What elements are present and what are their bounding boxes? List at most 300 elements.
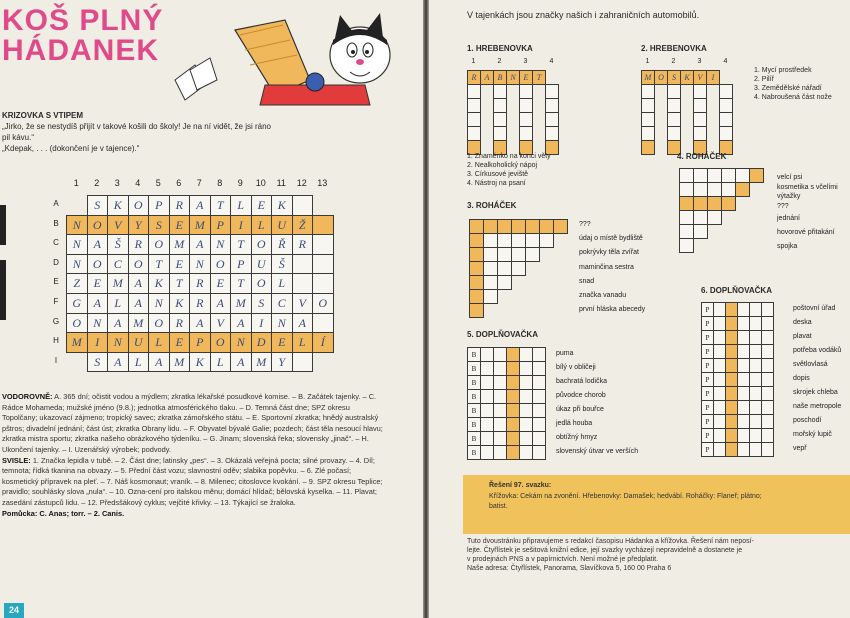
clue: maminčina sestra (579, 263, 634, 271)
clue: světlovlasá (793, 361, 828, 368)
grid-cell (667, 126, 681, 141)
grid-cell (493, 98, 507, 113)
grid-cell (519, 389, 533, 404)
grid-cell: E (519, 70, 533, 85)
down-heading: SVISLE: (2, 455, 31, 465)
grid-cell: B (467, 347, 481, 362)
grid-cell: N (189, 254, 211, 275)
grid-cell (721, 196, 736, 211)
grid-cell: C (271, 293, 293, 314)
grid-cell: V (292, 293, 314, 314)
grid-cell: U (251, 254, 273, 275)
across-heading: VODOROVNĚ: (2, 392, 53, 401)
grid-cell (519, 445, 533, 460)
across-clues: A. 365 dní; očistit vodou a mýdlem; zkratka lékařské posudkové komise. – B. Začátek tajenky. – C. Rádce Mohameda; mužské jméno (9.8.); jednotka atmosférického tlaku. – D. Temná část dne; SPZ okresu Topolčany; ukazovací zájmeno; tropický savec; zkratka zámořského státu. – E. Sportovní zkratka; hnědý australský pštros; divadelní jednání; část úst; zkratka Obrany lidu. – F. Obyvatel bývalé Galie; pozdech; část těla nesoucí hlavu; zkratka mistra sportu; zkratka našeho obrázkového týdeníku. – G. Jinam; slovenská řeka; slovensky „jinač“. – H. Ukončení tajenky. – I. Uzenářský výrobek; podvody. (2, 392, 383, 454)
column-number: 6 (176, 178, 182, 188)
page-edge-mark (0, 260, 6, 320)
grid-cell: B (467, 403, 481, 418)
grid-cell (467, 112, 481, 127)
grid-cell (749, 168, 764, 183)
grid-cell (667, 98, 681, 113)
grid-cell (493, 417, 507, 432)
grid-cell (532, 431, 546, 446)
grid-cell (506, 403, 520, 418)
row-letter: H (53, 336, 59, 346)
grid-cell (480, 375, 494, 390)
grid-cell: I (251, 313, 273, 334)
title-line-2: HÁDANEK (2, 34, 159, 67)
clue: 2. Nealkoholický nápoj (467, 162, 538, 169)
clue: údaj o místě bydliště (579, 235, 643, 243)
column-number: 7 (196, 178, 202, 188)
grid-cell (707, 210, 722, 225)
grid-cell: I (87, 332, 109, 353)
grid-cell: A (87, 293, 109, 314)
grid-cell (719, 98, 733, 113)
grid-cell: G (66, 293, 88, 314)
grid-cell: O (148, 234, 170, 255)
grid-cell (761, 316, 774, 331)
clue: výtažky (777, 193, 801, 200)
puzzle-2-heading: 2. HREBENOVKA (641, 44, 707, 53)
clue: pokrývky těla zvířat (579, 249, 639, 257)
clue: hovorové přitakání (777, 229, 835, 236)
grid-cell (506, 389, 520, 404)
grid-cell (519, 431, 533, 446)
grid-cell (480, 389, 494, 404)
grid-cell (469, 247, 484, 262)
grid-cell (480, 347, 494, 362)
clue: jednání (777, 215, 800, 222)
grid-cell: I (230, 215, 252, 236)
grid-cell: Í (312, 332, 334, 353)
grid-cell (511, 261, 526, 276)
grid-cell: K (169, 293, 191, 314)
grid-cell (667, 84, 681, 99)
clue: 2. Pilíř (754, 76, 774, 83)
grid-cell: Y (271, 352, 293, 373)
grid-cell (761, 302, 774, 317)
grid-cell: P (701, 386, 714, 401)
grid-cell (312, 234, 334, 255)
grid-cell (511, 247, 526, 262)
clue: dopis (793, 375, 810, 382)
grid-cell (532, 417, 546, 432)
grid-cell: A (230, 352, 252, 373)
clue: jedlá houba (556, 420, 593, 427)
intro-line: „Jirko, že se nestydíš přijít v takové košili do školy! Je na ní vidět, že jsi ráno (2, 122, 271, 131)
page-number: 24 (4, 603, 24, 618)
grid-cell: E (169, 332, 191, 353)
clue: spojka (777, 243, 798, 250)
grid-cell: A (128, 293, 150, 314)
grid-cell: N (148, 293, 170, 314)
grid-cell: P (701, 372, 714, 387)
grid-cell (312, 273, 334, 294)
clue: deska (793, 319, 812, 326)
clue: bachratá lodička (556, 378, 607, 385)
left-page (0, 0, 423, 618)
grid-cell (519, 361, 533, 376)
grid-cell: N (506, 70, 520, 85)
grid-cell: M (169, 234, 191, 255)
grid-cell (679, 210, 694, 225)
grid-cell: R (467, 70, 481, 85)
grid-cell: K (107, 195, 129, 216)
clue: vepř (793, 445, 807, 452)
grid-cell: M (230, 293, 252, 314)
grid-cell: A (107, 313, 129, 334)
grid-cell (735, 182, 750, 197)
grid-cell: A (292, 313, 314, 334)
clue: 4. Nástroj na psaní (467, 180, 526, 187)
grid-cell (707, 168, 722, 183)
grid-cell: M (128, 313, 150, 334)
grid-cell (693, 224, 708, 239)
grid-cell (483, 275, 498, 290)
grid-cell (493, 126, 507, 141)
row-letter: G (52, 316, 60, 326)
grid-cell (545, 112, 559, 127)
grid-cell: R (292, 234, 314, 255)
grid-cell: P (230, 254, 252, 275)
grid-cell (707, 196, 722, 211)
grid-cell (493, 445, 507, 460)
grid-cell (525, 219, 540, 234)
grid-cell: P (701, 344, 714, 359)
footer-line: Naše adresa: Čtyřlístek, Panorama, Slavíčkova 5, 160 00 Praha 6 (467, 565, 672, 572)
grid-cell (525, 233, 540, 248)
grid-cell (469, 303, 484, 318)
intro-line: pil kávu.“ (2, 133, 35, 142)
clue: bílý v obličeji (556, 364, 596, 371)
grid-cell (497, 275, 512, 290)
grid-cell (497, 247, 512, 262)
clue: 1. Mycí prostředek (754, 67, 812, 74)
grid-cell: O (87, 215, 109, 236)
grid-cell: Z (66, 273, 88, 294)
solution-line: batist. (489, 503, 508, 510)
grid-cell (761, 414, 774, 429)
grid-cell (519, 403, 533, 418)
grid-cell: P (701, 330, 714, 345)
footer-line: lejte. Čtyřlístek je sešitová knižní edice, její svazky vycházejí nepravidelně a dostanete je (467, 547, 743, 554)
column-number: 4 (723, 58, 728, 65)
page-edge-mark (0, 205, 6, 245)
grid-cell (693, 210, 708, 225)
grid-cell: E (169, 215, 191, 236)
grid-cell (719, 112, 733, 127)
grid-cell: A (107, 352, 129, 373)
grid-cell (679, 224, 694, 239)
clue: 1. Znaménko na konci věty (467, 153, 551, 160)
grid-cell: R (169, 195, 191, 216)
grid-cell: V (210, 313, 232, 334)
grid-cell (641, 98, 655, 113)
row-letter: I (54, 355, 58, 365)
clue: mořský lupič (793, 431, 832, 438)
grid-cell: S (667, 70, 681, 85)
row-letter: D (53, 257, 59, 267)
clues-block (2, 392, 383, 519)
grid-cell: D (251, 332, 273, 353)
grid-cell: Y (128, 215, 150, 236)
grid-cell: E (169, 254, 191, 275)
grid-cell (480, 403, 494, 418)
grid-cell (511, 233, 526, 248)
grid-cell: B (467, 445, 481, 460)
column-number: 4 (549, 58, 554, 65)
grid-cell (483, 233, 498, 248)
clue: potřeba vodáků (793, 347, 842, 354)
grid-cell: A (189, 195, 211, 216)
grid-cell: T (532, 70, 546, 85)
grid-cell: B (493, 70, 507, 85)
grid-cell (493, 431, 507, 446)
grid-cell: O (128, 195, 150, 216)
grid-cell: N (230, 332, 252, 353)
grid-cell: N (87, 313, 109, 334)
clue: obtížný hmyz (556, 434, 598, 441)
clue: naše metropole (793, 403, 842, 410)
section-heading: KRIZOVKA S VTIPEM (2, 111, 84, 120)
grid-cell (539, 233, 554, 248)
clue: značka vanadu (579, 292, 627, 299)
column-number: 3 (697, 58, 702, 65)
grid-cell: I (706, 70, 720, 85)
grid-cell (292, 195, 314, 216)
grid-cell (519, 347, 533, 362)
grid-cell (539, 219, 554, 234)
grid-cell: T (230, 273, 252, 294)
grid-cell (493, 403, 507, 418)
clue: 4. Nabroušená část nože (754, 94, 832, 101)
grid-cell (641, 140, 655, 155)
grid-cell (532, 375, 546, 390)
grid-cell (497, 219, 512, 234)
clue: puma (556, 350, 574, 357)
grid-cell: L (251, 215, 273, 236)
grid-cell (519, 112, 533, 127)
grid-cell (493, 112, 507, 127)
grid-cell (312, 313, 334, 334)
grid-cell (761, 400, 774, 415)
clue: velcí psi (777, 174, 803, 181)
clue: plavat (793, 333, 812, 340)
grid-cell (483, 219, 498, 234)
puzzle-1-clues (467, 152, 551, 188)
column-number: 10 (255, 178, 266, 188)
grid-cell (641, 112, 655, 127)
grid-cell: Š (271, 254, 293, 275)
column-number: 3 (114, 178, 120, 188)
grid-cell: N (271, 313, 293, 334)
grid-cell (493, 389, 507, 404)
clue: úkaz při bouřce (556, 406, 604, 413)
grid-cell: P (210, 215, 232, 236)
solution-box (463, 475, 850, 534)
grid-cell: K (148, 273, 170, 294)
grid-cell: O (312, 293, 334, 314)
grid-cell (719, 126, 733, 141)
grid-cell (506, 375, 520, 390)
grid-cell: M (169, 352, 191, 373)
grid-cell (469, 289, 484, 304)
grid-cell: A (128, 273, 150, 294)
grid-cell (761, 442, 774, 457)
grid-cell (292, 352, 314, 373)
grid-cell: P (701, 316, 714, 331)
grid-cell: K (271, 195, 293, 216)
puzzle-6-heading: 6. DOPLŇOVAČKA (701, 286, 772, 295)
clue: ??? (579, 221, 591, 228)
grid-cell: L (128, 352, 150, 373)
grid-cell (693, 84, 707, 99)
grid-cell (469, 261, 484, 276)
grid-cell (312, 215, 334, 236)
column-number: 1 (645, 58, 650, 65)
grid-cell: O (210, 254, 232, 275)
grid-cell (545, 84, 559, 99)
grid-cell (679, 182, 694, 197)
grid-cell (506, 431, 520, 446)
grid-cell: E (271, 332, 293, 353)
grid-cell (506, 445, 520, 460)
grid-cell (493, 361, 507, 376)
grid-cell (483, 247, 498, 262)
grid-cell: M (251, 352, 273, 373)
grid-cell: C (107, 254, 129, 275)
grid-cell: O (210, 332, 232, 353)
grid-cell: V (107, 215, 129, 236)
grid-cell (497, 261, 512, 276)
grid-cell: L (271, 273, 293, 294)
grid-cell (721, 182, 736, 197)
grid-cell (532, 445, 546, 460)
grid-cell: M (641, 70, 655, 85)
grid-cell: O (66, 313, 88, 334)
column-number: 1 (73, 178, 79, 188)
grid-cell: R (189, 273, 211, 294)
grid-cell (469, 219, 484, 234)
solution-line: Křížovka: Cekám na zvonění. Hřebenovky: Damašek; hedvábí. Roháčky: Flaneř; plátno; (489, 493, 762, 500)
grid-cell: N (107, 332, 129, 353)
grid-cell: U (271, 215, 293, 236)
grid-cell: V (693, 70, 707, 85)
column-number: 5 (155, 178, 161, 188)
grid-cell (693, 168, 708, 183)
grid-cell: S (87, 195, 109, 216)
clue: první hláska abecedy (579, 306, 646, 314)
grid-cell (693, 182, 708, 197)
column-number: 11 (276, 178, 286, 188)
grid-cell: P (701, 302, 714, 317)
footer-line: v prodejnách PNS a v papírnictvích. Není možné je předplatit. (467, 556, 659, 563)
grid-cell: S (148, 215, 170, 236)
grid-cell: B (467, 417, 481, 432)
clue: původce chorob (556, 392, 606, 399)
grid-cell: O (87, 254, 109, 275)
column-number: 4 (135, 178, 141, 188)
intro-text (2, 121, 397, 154)
grid-cell: Ž (292, 215, 314, 236)
grid-cell: O (654, 70, 668, 85)
grid-cell: P (701, 414, 714, 429)
grid-cell (493, 375, 507, 390)
row-letter: B (53, 218, 59, 228)
grid-cell (525, 247, 540, 262)
grid-cell (761, 330, 774, 345)
column-number: 9 (237, 178, 243, 188)
grid-cell: B (467, 361, 481, 376)
clue: kosmetika s včelími (777, 184, 838, 191)
puzzle-3-heading: 3. ROHÁČEK (467, 201, 517, 210)
grid-cell: L (107, 293, 129, 314)
clue: slovenský útvar ve verších (556, 448, 639, 455)
grid-cell (532, 403, 546, 418)
footer-line: Tuto dvoustránku připravujeme s redakcí časopisu Hádanka a křížovka. Řešení nám neposí- (467, 538, 754, 545)
puzzle-2-clues (754, 66, 832, 102)
grid-cell (467, 84, 481, 99)
grid-cell: Š (107, 234, 129, 255)
column-number: 3 (523, 58, 528, 65)
grid-cell (532, 361, 546, 376)
grid-cell (545, 98, 559, 113)
puzzle-1-heading: 1. HREBENOVKA (467, 44, 533, 53)
grid-cell (545, 126, 559, 141)
grid-cell (519, 126, 533, 141)
clue: snad (579, 277, 595, 285)
grid-cell (761, 358, 774, 373)
grid-cell: A (148, 352, 170, 373)
grid-cell (493, 84, 507, 99)
grid-cell: R (128, 234, 150, 255)
grid-cell: K (189, 352, 211, 373)
grid-cell (292, 273, 314, 294)
column-number: 2 (671, 58, 676, 65)
grid-cell: P (701, 400, 714, 415)
grid-cell: M (66, 332, 88, 353)
grid-cell: N (66, 234, 88, 255)
grid-cell: B (467, 389, 481, 404)
grid-cell: P (701, 428, 714, 443)
grid-cell (553, 219, 568, 234)
grid-cell (679, 168, 694, 183)
clue: poschodí (793, 417, 822, 424)
grid-cell: U (128, 332, 150, 353)
clue: poštovní úřad (793, 305, 836, 312)
grid-cell: N (210, 234, 232, 255)
grid-cell (292, 254, 314, 275)
clue: 3. Zemědělské nářadí (754, 85, 822, 92)
grid-cell: E (251, 195, 273, 216)
puzzle-4-heading: 4. ROHÁČEK (677, 152, 727, 161)
grid-cell (483, 289, 498, 304)
grid-cell: P (701, 442, 714, 457)
grid-cell: N (66, 215, 88, 236)
column-number: 2 (497, 58, 502, 65)
grid-cell: A (189, 234, 211, 255)
grid-cell (679, 196, 694, 211)
grid-cell: S (87, 352, 109, 373)
grid-cell: T (230, 234, 252, 255)
grid-cell (641, 126, 655, 141)
grid-cell (693, 98, 707, 113)
grid-cell: T (148, 254, 170, 275)
grid-cell (511, 219, 526, 234)
grid-cell: N (66, 254, 88, 275)
grid-cell (693, 196, 708, 211)
